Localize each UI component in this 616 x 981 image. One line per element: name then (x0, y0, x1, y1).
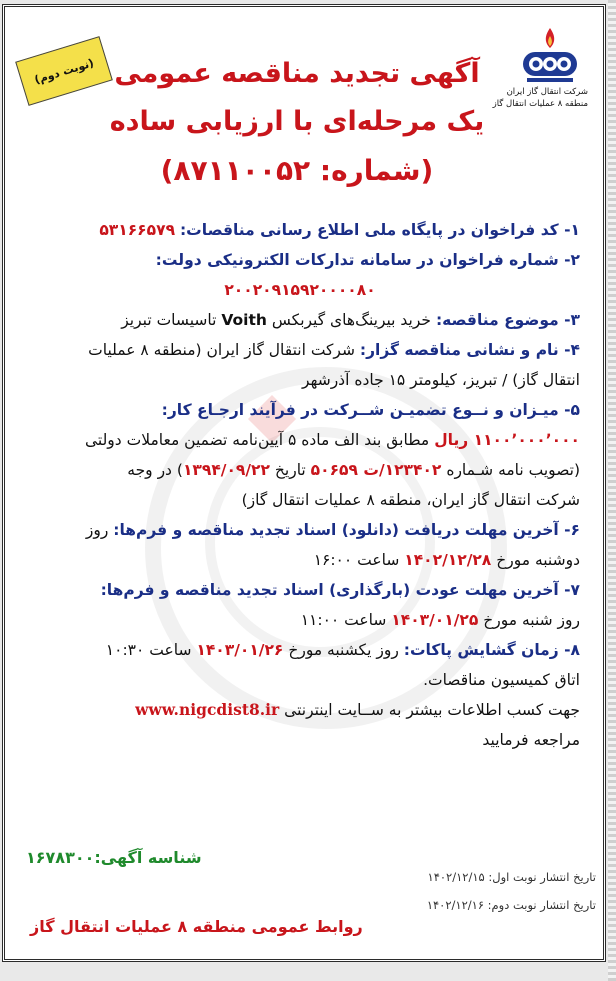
announcement-body (20, 215, 580, 755)
item-3 (20, 305, 580, 335)
item-8 (20, 635, 580, 665)
announcement-header (12, 8, 594, 208)
item-2-value: ۲۰۰۲۰۹۱۵۹۲۰۰۰۰۸۰ (224, 281, 376, 299)
item-8-date: ۱۴۰۳/۰۱/۲۶ (196, 641, 284, 659)
item-4-cont (20, 365, 580, 395)
item-5-date: ۱۳۹۴/۰۹/۲۲ (182, 461, 270, 479)
item-5 (20, 395, 580, 425)
nigc-logo (492, 26, 588, 126)
refer-text: مراجعه فرمایید (482, 731, 580, 749)
item-3-brand: Voith (221, 311, 267, 329)
item-6-date: ۱۴۰۲/۱۲/۲۸ (404, 551, 492, 569)
item-8-label: ۸- زمان گشایش پاکات: (403, 641, 580, 659)
item-3-text-a: خرید بیرینگ‌های گیربکس (271, 311, 431, 329)
item-7-cont (20, 605, 580, 635)
item-6-text-a: روز (85, 521, 109, 539)
item-3-text-b: تاسیسات تبریز (121, 311, 217, 329)
badge-label: (نوبت دوم) (32, 55, 96, 87)
title-line-2: یک مرحله‌ای با ارزیابی ساده (109, 106, 485, 137)
logo-region-name: منطقه ۸ عملیات انتقال گاز (492, 99, 588, 109)
gas-flame-logo-icon (519, 26, 581, 86)
ad-id: شناسه آگهی:۱۶۷۸۳۰۰ (26, 848, 202, 867)
public-relations-signature: روابط عمومی منطقه ۸ عملیات انتقال گاز (30, 917, 363, 936)
item-6-text-b1: دوشنبه مورخ (496, 551, 580, 569)
item-1 (20, 215, 580, 245)
item-5-cont-1 (20, 425, 580, 455)
item-6-text-b2: ساعت ۱۶:۰۰ (313, 551, 400, 569)
item-7 (20, 575, 580, 605)
item-4-label: ۴- نام و نشانی مناقصه گزار: (359, 341, 580, 359)
item-4 (20, 335, 580, 365)
item-5-label: ۵- میـزان و نــوع تضمیـن شــرکت در فرآیند ارجـاع کار: (161, 401, 580, 419)
scan-edge (608, 0, 616, 981)
item-5-text-c: شرکت انتقال گاز ایران، منطقه ۸ عملیات انتقال گاز) (241, 491, 580, 509)
item-2 (20, 245, 580, 275)
item-7-text-a: روز شنبه مورخ (483, 611, 580, 629)
logo-company-name: شرکت انتقال گاز ایران (506, 87, 588, 97)
item-3-label: ۳- موضوع مناقصه: (435, 311, 580, 329)
item-6-cont (20, 545, 580, 575)
info-text: جهت کسب اطلاعات بیشتر به ســایت اینترنتی (284, 701, 580, 719)
item-5-text-b2: تاریخ (274, 461, 306, 479)
item-8-cont (20, 665, 580, 695)
item-2-label: ۲- شماره فراخوان در سامانه تدارکات الکترونیکی دولت: (155, 251, 580, 269)
refer-line (20, 725, 580, 755)
item-6 (20, 515, 580, 545)
item-6-label: ۶- آخرین مهلت دریافت (دانلود) اسناد تجدید مناقصه و فرم‌ها: (113, 521, 580, 539)
info-line (20, 695, 580, 725)
item-5-text-b3: ) در وجه (127, 461, 183, 479)
item-8-text-b: ساعت ۱۰:۳۰ (105, 641, 192, 659)
item-5-text-b1: (تصویب نامه شـماره (446, 461, 580, 479)
item-8-text-a: روز یکشنبه مورخ (288, 641, 399, 659)
item-5-cont-3 (20, 485, 580, 515)
item-5-ref: ۱۲۳۴۰۲/ت ۵۰۶۵۹ (310, 461, 442, 479)
item-5-cont-2 (20, 455, 580, 485)
website-link[interactable]: www.nigcdist8.ir (135, 700, 280, 719)
item-7-label: ۷- آخرین مهلت عودت (بارگذاری) اسناد تجدید مناقصه و فرم‌ها: (100, 581, 580, 599)
item-2-value-line (20, 275, 580, 305)
item-7-date: ۱۴۰۳/۰۱/۲۵ (391, 611, 479, 629)
item-5-amount: ۱۱۰۰٬۰۰۰٬۰۰۰ ریال (434, 431, 580, 449)
item-7-text-b: ساعت ۱۱:۰۰ (300, 611, 387, 629)
item-1-code: ۵۳۱۶۶۵۷۹ (99, 221, 176, 239)
item-4-text-b: انتقال گاز) / تبریز، کیلومتر ۱۵ جاده آذرشهر (302, 371, 580, 389)
publish-date-first: تاریخ انتشار نوبت اول: ۱۴۰۲/۱۲/۱۵ (427, 870, 596, 884)
tender-number: (شماره: ۸۷۱۱۰۰۵۲) (160, 154, 434, 187)
item-5-text-a: مطابق بند الف ماده ۵ آیین‌نامه تضمین معاملات دولتی (84, 431, 430, 449)
item-1-label: ۱- کد فراخوان در پایگاه ملی اطلاع رسانی مناقصات: (179, 221, 580, 239)
item-4-text-a: شرکت انتقال گاز ایران (منطقه ۸ عملیات (88, 341, 355, 359)
title-line-1: آگهی تجدید مناقصه عمومی (114, 58, 480, 89)
publish-date-second: تاریخ انتشار نوبت دوم: ۱۴۰۲/۱۲/۱۶ (426, 898, 596, 912)
item-8-text-c: اتاق کمیسیون مناقصات. (423, 671, 580, 689)
